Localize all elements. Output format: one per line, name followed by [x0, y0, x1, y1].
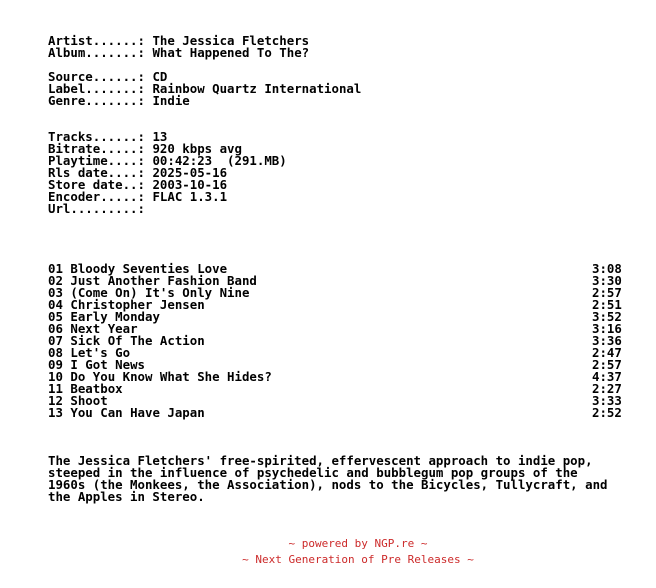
label-value: Rainbow Quartz International [152, 81, 362, 96]
track-title: Let's Go [70, 345, 131, 360]
album-row [48, 47, 648, 59]
track-duration: 3:30 [592, 273, 622, 288]
track-number: 09 [48, 357, 63, 372]
url-row [48, 203, 648, 215]
track-number: 04 [48, 297, 63, 312]
album-label: Album.......: [48, 45, 145, 60]
track-title: Christopher Jensen [70, 297, 205, 312]
track-number: 10 [48, 369, 63, 384]
bitrate-value: 920 kbps avg [152, 141, 242, 156]
track-duration: 2:47 [592, 345, 622, 360]
album-description: The Jessica Fletchers' free-spirited, effervescent approach to indie pop, steeped in the influence of psychedelic and bubblegum pop groups of the 1960s (the Monkees, the Association), nods to the Bicycles, Tullycraft, and the Apples in Stereo. [48, 453, 608, 504]
track-duration: 3:36 [592, 333, 622, 348]
track-duration: 2:27 [592, 381, 622, 396]
track-row [48, 407, 648, 419]
track-title: (Come On) It's Only Nine [70, 285, 250, 300]
track-number: 02 [48, 273, 63, 288]
track-title: Next Year [70, 321, 138, 336]
tracks-label: Tracks......: [48, 129, 145, 144]
track-number: 06 [48, 321, 63, 336]
track-number: 01 [48, 261, 63, 276]
track-title: Early Monday [70, 309, 160, 324]
track-row [48, 383, 648, 395]
track-number: 13 [48, 405, 63, 420]
tracklist [48, 263, 648, 419]
genre-label: Genre.......: [48, 93, 145, 108]
track-number: 12 [48, 393, 63, 408]
track-number: 07 [48, 333, 63, 348]
track-title: Shoot [70, 393, 108, 408]
rls-date-label: Rls date....: [48, 165, 145, 180]
track-duration: 2:51 [592, 297, 622, 312]
track-duration: 2:57 [592, 285, 622, 300]
tracks-value: 13 [152, 129, 168, 144]
artist-label: Artist......: [48, 33, 145, 48]
track-title: Bloody Seventies Love [70, 261, 228, 276]
track-duration: 2:57 [592, 357, 622, 372]
rls-date-value: 2025-05-16 [152, 165, 228, 180]
track-number: 03 [48, 285, 63, 300]
encoder-value: FLAC 1.3.1 [152, 189, 228, 204]
track-title: Beatbox [70, 381, 123, 396]
bitrate-label: Bitrate.....: [48, 141, 145, 156]
footer-tagline: ~ Next Generation of Pre Releases ~ [242, 553, 474, 566]
genre-row [48, 95, 648, 107]
track-row [48, 335, 648, 347]
playtime-value: 00:42:23 (291.MB) [152, 153, 287, 168]
track-number: 08 [48, 345, 63, 360]
store-date-value: 2003-10-16 [152, 177, 228, 192]
track-duration: 3:08 [592, 261, 622, 276]
track-duration: 3:16 [592, 321, 622, 336]
genre-value: Indie [152, 93, 190, 108]
track-duration: 2:52 [592, 405, 622, 420]
track-row [48, 311, 648, 323]
store-date-label: Store date..: [48, 177, 145, 192]
track-duration: 3:52 [592, 309, 622, 324]
playtime-label: Playtime....: [48, 153, 145, 168]
source-label: Source......: [48, 69, 145, 84]
track-title: I Got News [70, 357, 145, 372]
source-value: CD [152, 69, 168, 84]
encoder-label: Encoder.....: [48, 189, 145, 204]
track-title: Just Another Fashion Band [70, 273, 257, 288]
track-number: 05 [48, 309, 63, 324]
footer-powered-by: ~ powered by NGP.re ~ [288, 537, 428, 550]
track-row [48, 371, 648, 383]
footer [0, 536, 656, 568]
nfo-text [48, 35, 648, 503]
url-label: Url.........: [48, 201, 145, 216]
track-duration: 4:37 [592, 369, 622, 384]
track-title: Do You Know What She Hides? [70, 369, 272, 384]
track-number: 11 [48, 381, 63, 396]
album-value: What Happened To The? [152, 45, 310, 60]
track-title: Sick Of The Action [70, 333, 205, 348]
artist-value: The Jessica Fletchers [152, 33, 310, 48]
track-title: You Can Have Japan [70, 405, 205, 420]
label-label: Label.......: [48, 81, 145, 96]
track-duration: 3:33 [592, 393, 622, 408]
